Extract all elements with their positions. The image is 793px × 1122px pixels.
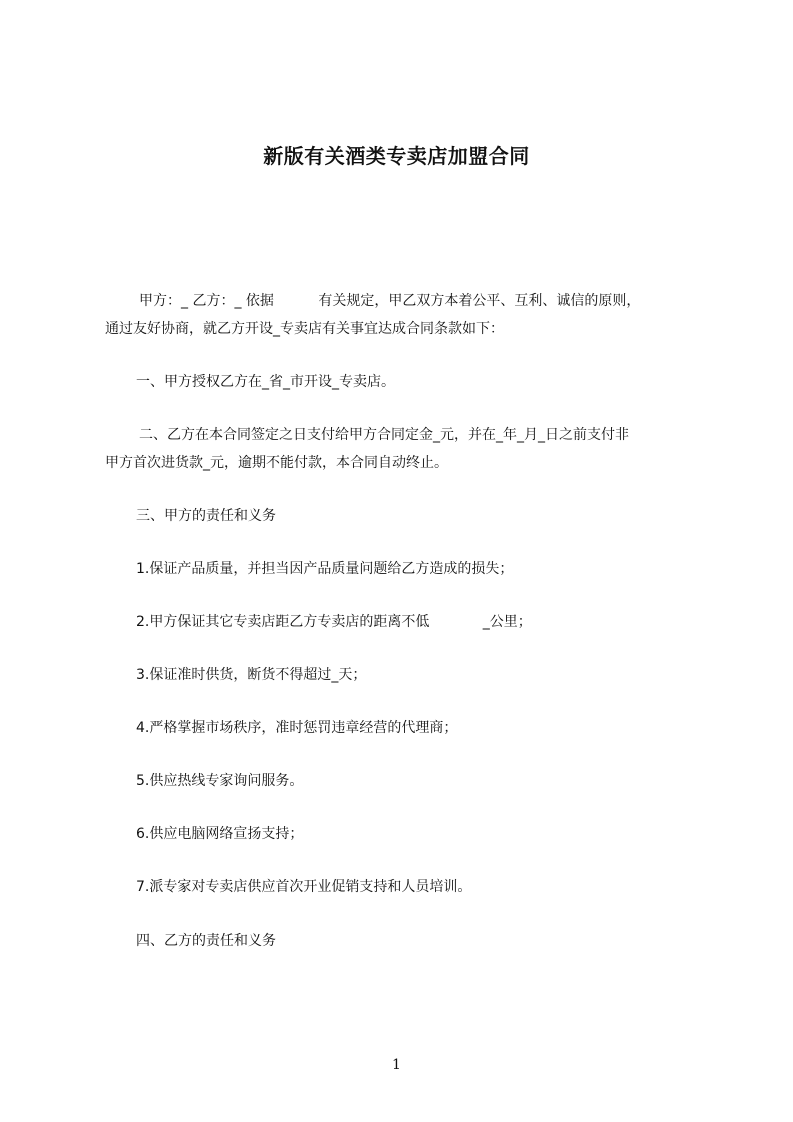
list-item: 2.甲方保证其它专卖店距乙方专卖店的距离不低 _公里； <box>136 614 532 630</box>
page-number: 1 <box>392 1057 401 1073</box>
section-2-paragraph-line-1: 二、乙方在本合同签定之日支付给甲方合同定金_元，并在_年_月_日之前支付非 <box>139 427 629 443</box>
list-item: 6.供应电脑网络宣扬支持； <box>136 826 304 842</box>
document-title: 新版有关酒类专卖店加盟合同 <box>263 144 530 168</box>
list-item: 4.严格掌握市场秩序，准时惩罚违章经营的代理商； <box>136 720 458 736</box>
section-1-paragraph: 一、甲方授权乙方在_省_市开设_专卖店。 <box>136 374 395 390</box>
list-item: 5.供应热线专家询问服务。 <box>136 773 304 789</box>
intro-paragraph-line-2: 通过友好协商，就乙方开设_专卖店有关事宜达成合同条款如下： <box>105 321 504 337</box>
section-4-heading: 四、乙方的责任和义务 <box>136 933 276 949</box>
list-item: 7.派专家对专卖店供应首次开业促销支持和人员培训。 <box>136 879 472 895</box>
list-item: 1.保证产品质量，并担当因产品质量问题给乙方造成的损失； <box>136 561 514 577</box>
section-3-heading: 三、甲方的责任和义务 <box>136 508 276 524</box>
intro-paragraph-line-1: 甲方：_ 乙方：_ 依据 有关规定，甲乙双方本着公平、互利、诚信的原则， <box>139 293 641 309</box>
section-2-paragraph-line-2: 甲方首次进货款_元，逾期不能付款，本合同自动终止。 <box>105 455 448 471</box>
list-item: 3.保证准时供货，断货不得超过_天； <box>136 667 367 683</box>
